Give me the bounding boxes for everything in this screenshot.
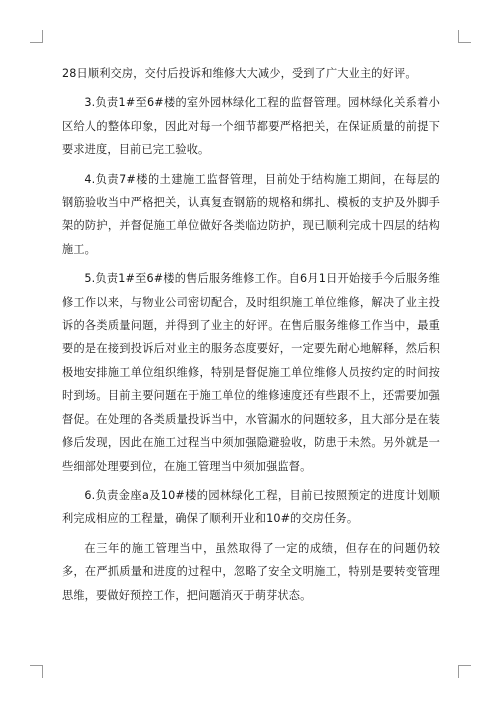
paragraph: 4.负责7#楼的土建施工监督管理，目前处于结构施工期间，在每层的钢筋验收当中严格把关，认真复查钢筋的规格和绑扎、模板的支护及外脚手架的防护，并督促施工单位做好各类临边防护，现已顺利完成十四层的结构施工。 xyxy=(62,172,440,256)
crop-mark-bottom-right xyxy=(458,665,471,678)
paragraph: 在三年的施工管理当中，虽然取得了一定的成绩，但存在的问题仍较多，在严抓质量和进度的过程中，忽略了安全文明施工，特别是要转变管理思维，要做好预控工作，把问题消灭于萌芽状态。 xyxy=(62,541,440,602)
crop-mark-top-right xyxy=(458,30,471,43)
document-body xyxy=(62,62,440,613)
paragraph: 5.负责1#至6#楼的售后服务维修工作。自6月1日开始接手今后服务维修工作以来，与物业公司密切配合，及时组织施工单位维修，解决了业主投诉的各类质量问题，并得到了业主的好评。在售后服务维修工作当中，最重要的是在接到投诉后对业主的服务态度要好，一定要先耐心地解释，然后积极地安排施工单位组织维修，特别是督促施工单位维修人员按约定的时间按时到场。目前主要问题在于施工单位的维修速度还有些跟不上，还需要加强督促。在处理的各类质量投诉当中，水管漏水的问题较多，且大部分是在装修后发现，因此在施工过程当中须加强隐避验收，防患于未然。另外就是一些细部处理要到位，在施工管理当中须加强监督。 xyxy=(62,272,440,473)
paragraph: 6.负责金座a及10#楼的园林绿化工程，目前已按照预定的进度计划顺利完成相应的工程量，确保了顺利开业和10#的交房任务。 xyxy=(62,488,440,526)
crop-mark-top-left xyxy=(30,30,43,43)
crop-mark-bottom-left xyxy=(30,665,43,678)
paragraph: 3.负责1#至6#楼的室外园林绿化工程的监督管理。园林绿化关系着小区给人的整体印象，因此对每一个细节都要严格把关，在保证质量的前提下要求进度，目前已完工验收。 xyxy=(62,96,440,157)
paragraph: 28日顺利交房，交付后投诉和维修大大减少，受到了广大业主的好评。 xyxy=(62,67,417,80)
